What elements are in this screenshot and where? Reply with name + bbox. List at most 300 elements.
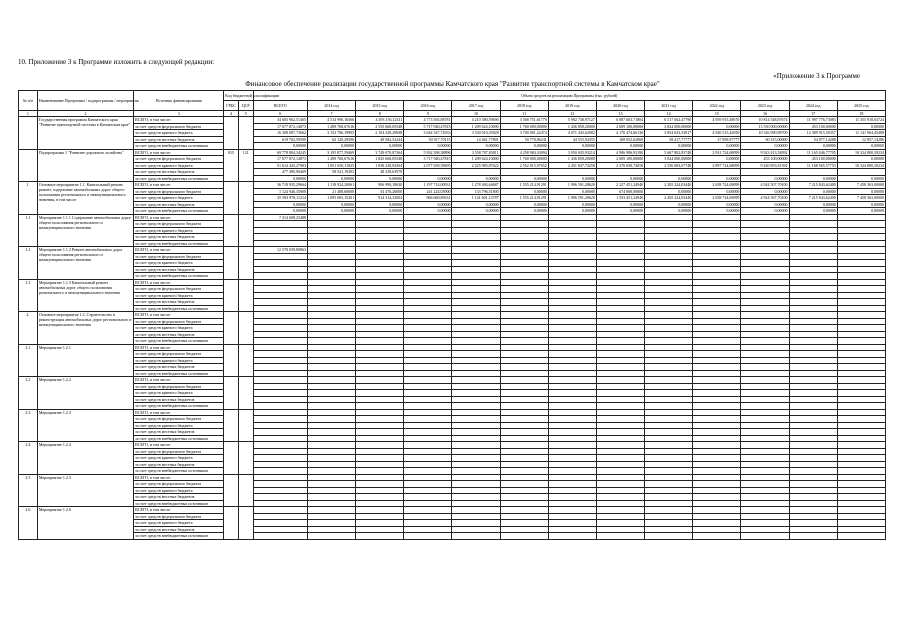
year-amount: 0,00000 [404, 208, 452, 215]
header-name: Наименование Программы / подпрограммы / мероприятия [37, 91, 133, 111]
year-amount: 0,00000 [452, 143, 500, 150]
year-amount: 906 990,18630 [356, 182, 404, 189]
year-amount: 5 717 940,47815 [404, 123, 452, 130]
grbs-code [224, 182, 239, 215]
header-year: 2014 год [307, 101, 355, 111]
csr-code [238, 377, 253, 410]
total-amount: 34 605 962,51465 [253, 117, 307, 124]
funding-source: за счет средств местных бюджетов [134, 494, 224, 501]
year-amount: 60 415,00000 [741, 136, 789, 143]
grbs-code: 815 [224, 149, 239, 182]
year-amount: 7 215 843,62400 [789, 182, 837, 189]
year-amount: 4 493 156,12311 [356, 117, 404, 124]
header-year: 2024 год [789, 101, 837, 111]
csr-code [238, 279, 253, 312]
year-amount: 0,00000 [548, 143, 596, 150]
column-index: 18 [837, 111, 885, 117]
year-amount [789, 533, 837, 540]
year-amount: 11 168 565,57753 [789, 162, 837, 169]
column-index: 6 [253, 111, 307, 117]
total-amount: 69 778 804,34245 [253, 149, 307, 156]
row-number: 1.3 [19, 279, 38, 312]
year-amount: 9 923 413,54992 [741, 149, 789, 156]
year-amount: 1 555 214,91291 [500, 182, 548, 189]
funding-source: за счет средств внебюджетных источников [134, 208, 224, 215]
header-year: 2022 год [693, 101, 741, 111]
column-index: 12 [548, 111, 596, 117]
year-amount: 0,00000 [789, 208, 837, 215]
total-amount: 477 490,90469 [253, 169, 307, 176]
year-amount: 1 278 484,64687 [452, 182, 500, 189]
year-amount: 11 165 046,77705 [789, 149, 837, 156]
csr-code [238, 409, 253, 442]
funding-source: за счет средств внебюджетных источников [134, 468, 224, 475]
year-amount: 0,00000 [789, 201, 837, 208]
year-amount: 0,00000 [404, 175, 452, 182]
year-amount: 0,00000 [307, 208, 355, 215]
column-index: 14 [645, 111, 693, 117]
year-amount: 1 838 238,94364 [356, 162, 404, 169]
funding-source: за счет средств местных бюджетов [134, 429, 224, 436]
year-amount: 10 324 800,39234 [837, 149, 885, 156]
csr-code: 121 [238, 149, 253, 182]
year-amount [404, 533, 452, 540]
row-number: 2.6 [19, 507, 38, 540]
year-amount: 0,00000 [645, 208, 693, 215]
funding-source: за счет средств внебюджетных источников [134, 273, 224, 280]
grbs-code [224, 214, 239, 247]
year-amount: 2 225 985,87622 [452, 162, 500, 169]
year-amount: 0,00000 [741, 175, 789, 182]
funding-source: за счет средств местных бюджетов [134, 136, 224, 143]
program-name: Государственная программа Камчатского края "Развитие транспортной системы в Камчатском крае" [37, 117, 133, 150]
year-amount: 0,00000 [837, 201, 885, 208]
year-amount: 0,00000 [789, 188, 837, 195]
funding-source: за счет средств федерального бюджета [134, 448, 224, 455]
year-amount: 3 644 547,72653 [404, 130, 452, 137]
year-amount [596, 533, 644, 540]
year-amount: 0,00000 [789, 143, 837, 150]
year-amount: 4 924 507,70100 [741, 195, 789, 202]
row-number: 1.1 [19, 214, 38, 247]
year-amount: 0,00000 [404, 143, 452, 150]
total-amount: 51 614 443,27903 [253, 162, 307, 169]
year-amount: 2 609 100,00000 [596, 123, 644, 130]
year-amount: 3 824 000,00000 [645, 156, 693, 163]
header-year: 2019 год [548, 101, 596, 111]
row-number [19, 117, 38, 150]
column-index: 10 [452, 111, 500, 117]
year-amount: 0,00000 [596, 175, 644, 182]
year-amount: 10 324 800,39234 [837, 162, 885, 169]
funding-source: за счет средств местных бюджетов [134, 201, 224, 208]
year-amount: 3 717 940,47815 [404, 156, 452, 163]
funding-source: за счет средств местных бюджетов [134, 299, 224, 306]
funding-source: за счет средств краевого бюджета [134, 487, 224, 494]
header-year: 2018 год [500, 101, 548, 111]
year-amount: 0,00000 [645, 175, 693, 182]
year-amount: 2 077 639,39695 [404, 162, 452, 169]
funding-source: за счет средств федерального бюджета [134, 156, 224, 163]
column-index: 16 [741, 111, 789, 117]
funding-source: ВСЕГО, в том числе: [134, 507, 224, 514]
program-name: Мероприятие 1.1.1 Содержание автомобильных дорог общего пользования регионального и межмуниципального значения [37, 214, 133, 247]
year-amount: 50 770,86241 [500, 136, 548, 143]
year-amount: 4 924 507,70100 [741, 182, 789, 189]
year-amount: 3 558 707,83011 [452, 149, 500, 156]
column-index: 13 [596, 111, 644, 117]
year-amount: 4 986 986,93190 [596, 149, 644, 156]
year-amount: 0,00000 [596, 208, 644, 215]
year-amount: 0,00000 [693, 201, 741, 208]
csr-code [238, 507, 253, 540]
csr-code [238, 474, 253, 507]
funding-source: ВСЕГО, в том числе: [134, 474, 224, 481]
year-amount: 3 530 910,35828 [452, 130, 500, 137]
year-amount: 3 854 643,33817 [645, 130, 693, 137]
year-amount: 21 468,60000 [307, 188, 355, 195]
funding-source: за счет средств федерального бюджета [134, 221, 224, 228]
funding-source: за счет средств местных бюджетов [134, 234, 224, 241]
csr-code [238, 117, 253, 150]
year-amount: 0,00000 [307, 143, 355, 150]
year-amount: 0,00000 [789, 175, 837, 182]
funding-source: за счет средств внебюджетных источников [134, 533, 224, 540]
funding-source: за счет средств краевого бюджета [134, 422, 224, 429]
header-budget-code: Код бюджетной классификации [224, 91, 253, 101]
year-amount: 0,00000 [500, 208, 548, 215]
year-amount: 2 658 724,69099 [693, 195, 741, 202]
program-name: Мероприятие 1.1.3 Капитальный ремонт автомобильных дорог общего пользования регионального и межмуниципального значения [37, 279, 133, 312]
funding-source: за счет средств федерального бюджета [134, 318, 224, 325]
year-amount: 58 541,19202 [307, 169, 355, 176]
year-amount: 0,00000 [837, 156, 885, 163]
year-amount: 0,00000 [741, 208, 789, 215]
total-amount: 0,00000 [253, 143, 307, 150]
year-amount: 0,00000 [837, 188, 885, 195]
year-amount: 0,00000 [645, 188, 693, 195]
year-amount [548, 533, 596, 540]
year-amount: 7 458 363,00000 [837, 182, 885, 189]
grbs-code [224, 442, 239, 475]
funding-source: ВСЕГО, в том числе: [134, 117, 224, 124]
annex-label: «Приложение 3 к Программе [773, 72, 860, 80]
funding-source: за счет средств внебюджетных источников [134, 403, 224, 410]
year-amount: 241 224,03900 [404, 188, 452, 195]
header-grbs: ГРБС [224, 101, 239, 111]
year-amount: 0,00000 [548, 201, 596, 208]
grbs-code [224, 344, 239, 377]
year-amount: 0,00000 [500, 201, 548, 208]
year-amount: 54 476,26000 [356, 188, 404, 195]
year-amount: 966 669,85631 [404, 195, 452, 202]
year-amount: 0,00000 [837, 175, 885, 182]
year-amount: 0,00000 [452, 201, 500, 208]
year-amount: 5 667 802,83748 [645, 149, 693, 156]
funding-source: за счет средств краевого бюджета [134, 325, 224, 332]
table-wrapper [18, 90, 886, 630]
year-amount: 1 555 214,91291 [500, 195, 548, 202]
year-amount: 0,00000 [307, 175, 355, 182]
column-index: 8 [356, 111, 404, 117]
year-amount: 2 897 724,68099 [693, 162, 741, 169]
grbs-code [224, 474, 239, 507]
grbs-code [224, 312, 239, 345]
year-amount: 54 877,14288 [789, 136, 837, 143]
funding-source: за счет средств внебюджетных источников [134, 143, 224, 150]
year-amount [741, 533, 789, 540]
funding-source: за счет средств краевого бюджета [134, 455, 224, 462]
year-amount: 1 760 000,00000 [500, 123, 548, 130]
program-name: Мероприятие 1.1.2 Ремонт автомобильных дорог общего пользования регионального и межмуниципального значения [37, 247, 133, 280]
year-amount: 2 556 083,67748 [645, 162, 693, 169]
year-amount: 0,00000 [548, 188, 596, 195]
year-amount: 1 289 768,67616 [307, 123, 355, 130]
funding-source: ВСЕГО, в том числе: [134, 214, 224, 221]
column-index: 17 [789, 111, 837, 117]
funding-source: за счет средств краевого бюджета [134, 357, 224, 364]
grbs-code [224, 377, 239, 410]
year-amount: 1 436 858,20000 [548, 156, 596, 163]
year-amount: 62 120,29506 [307, 136, 355, 143]
total-amount: 619 702,59590 [253, 136, 307, 143]
funding-source: ВСЕГО, в том числе: [134, 377, 224, 384]
funding-source: за счет средств внебюджетных источников [134, 338, 224, 345]
year-amount: 50 917,70115 [404, 136, 452, 143]
year-amount: 0,00000 [452, 175, 500, 182]
year-amount: 4 071 443,62082 [548, 130, 596, 137]
year-amount: 0,00000 [500, 188, 548, 195]
year-amount: 9 420 853,81392 [741, 162, 789, 169]
funding-source: за счет средств внебюджетных источников [134, 370, 224, 377]
year-amount: 11 997 776,73083 [789, 117, 837, 124]
year-amount: 0,00000 [837, 123, 885, 130]
table-body [19, 117, 886, 540]
header-no: № п/п [19, 91, 38, 111]
row-number: 2.1 [19, 344, 38, 377]
year-amount: 12 389 915,50357 [789, 130, 837, 137]
year-amount: 1 996 591,28620 [548, 182, 596, 189]
funding-source: ВСЕГО, в том числе: [134, 279, 224, 286]
total-amount: 7 314 608,23488 [253, 214, 307, 221]
year-amount: 0,00000 [693, 156, 741, 163]
row-number [19, 149, 38, 182]
year-amount: 2 451 847,74258 [548, 162, 596, 169]
funding-source: за счет средств краевого бюджета [134, 162, 224, 169]
year-amount: 44 553,94355 [548, 136, 596, 143]
funding-source: за счет средств федерального бюджета [134, 481, 224, 488]
year-amount: 10 814 548,87674 [741, 117, 789, 124]
total-amount [253, 533, 307, 540]
csr-code [238, 214, 253, 247]
year-amount: 0,00000 [693, 208, 741, 215]
year-amount: 0,00000 [693, 123, 741, 130]
total-amount: 16 308 087,73662 [253, 130, 307, 137]
total-amount: 35 593 978,11214 [253, 195, 307, 202]
year-amount: 4 773 565,88781 [404, 117, 452, 124]
year-amount: 6 087 603,71804 [596, 117, 644, 124]
program-name: Основное мероприятие 1.1. Капитальный ремонт, ремонт, содержание автомобильных дорог общего пользования регионального и межмуниципального значения, в том числе: [37, 182, 133, 215]
funding-source: ВСЕГО, в том числе: [134, 409, 224, 416]
year-amount: 1 095 065,15201 [307, 195, 355, 202]
funding-source: за счет средств краевого бюджета [134, 130, 224, 137]
total-amount: 17 677 872,14873 [253, 123, 307, 130]
funding-source: за счет средств местных бюджетов [134, 169, 224, 176]
total-amount: 12 578 039,80863 [253, 247, 307, 254]
program-name: Мероприятие 1.2.5 [37, 474, 133, 507]
funding-source: ВСЕГО, в том числе: [134, 182, 224, 189]
year-amount [307, 533, 355, 540]
year-amount: 1 825 668,05548 [356, 156, 404, 163]
funding-source: за счет средств федерального бюджета [134, 416, 224, 423]
year-amount: 108 052,62860 [596, 136, 644, 143]
program-name: Мероприятие 1.2.1 [37, 344, 133, 377]
year-amount: 3 195 877,59469 [307, 149, 355, 156]
year-amount: 0,00000 [548, 175, 596, 182]
program-name: Мероприятие 1.2.3 [37, 409, 133, 442]
document-title: Финансовое обеспечение реализации государственной программы Камчатского края "Развитие транспортной системы в Камчатском крае" [245, 80, 660, 88]
year-amount: 2 104 228,29698 [356, 130, 404, 137]
year-amount: 0,00000 [645, 201, 693, 208]
header-year: 2025 год [837, 101, 885, 111]
row-number: 2.2 [19, 377, 38, 410]
year-amount: 0,00000 [404, 201, 452, 208]
header-csr: ЦСР [238, 101, 253, 111]
column-index: 3 [134, 111, 224, 117]
year-amount: 0,00000 [356, 175, 404, 182]
funding-source: ВСЕГО, в том числе: [134, 344, 224, 351]
funding-source: за счет средств внебюджетных источников [134, 500, 224, 507]
grbs-code [224, 247, 239, 280]
year-amount: 0,00000 [741, 143, 789, 150]
program-name: Подпрограмма 1 "Развитие дорожного хозяйства" [37, 149, 133, 182]
year-amount: 133 796,51800 [452, 188, 500, 195]
year-amount: 7 458 363,00000 [837, 195, 885, 202]
total-amount: 36 718 935,29664 [253, 182, 307, 189]
year-amount [500, 533, 548, 540]
total-amount: 17 677 872,14873 [253, 156, 307, 163]
year-amount: 0,00000 [645, 143, 693, 150]
header-year: 2021 год [645, 101, 693, 111]
program-name: Мероприятие 1.2.2 [37, 377, 133, 410]
funding-source: за счет средств федерального бюджета [134, 123, 224, 130]
year-amount [645, 533, 693, 540]
year-amount: 48 238,63978 [356, 169, 404, 176]
year-amount: 1 851 650,11825 [307, 162, 355, 169]
funding-source: за счет средств местных бюджетов [134, 331, 224, 338]
year-amount: 0,00000 [596, 143, 644, 150]
year-amount: 12 857,14286 [837, 136, 885, 143]
year-amount: 2 205 224,03440 [645, 182, 693, 189]
year-amount: 49 582,52244 [356, 136, 404, 143]
row-number: 2.4 [19, 442, 38, 475]
amendment-note: 10. Приложение 3 к Программе изложить в следующей редакции: [18, 58, 215, 66]
grbs-code [224, 409, 239, 442]
year-amount: 1 209 624,10000 [452, 156, 500, 163]
year-amount: 1 760 000,00000 [500, 156, 548, 163]
year-amount: 13 530 000,00000 [741, 123, 789, 130]
funding-source: ВСЕГО, в том числе: [134, 247, 224, 254]
funding-source: ВСЕГО, в том числе: [134, 442, 224, 449]
year-amount: 5 932 398,38896 [404, 149, 452, 156]
year-amount: 0,00000 [693, 143, 741, 150]
year-amount: 37 858,97777 [693, 136, 741, 143]
header-total: ВСЕГО [253, 101, 307, 111]
year-amount: 0,00000 [596, 201, 644, 208]
column-index: 7 [307, 111, 355, 117]
funding-source: за счет средств местных бюджетов [134, 461, 224, 468]
csr-code [238, 344, 253, 377]
year-amount: 3 749 070,87364 [356, 149, 404, 156]
column-index: 9 [404, 111, 452, 117]
funding-source: за счет средств федерального бюджета [134, 383, 224, 390]
funding-source: за счет средств внебюджетных источников [134, 240, 224, 247]
column-index: 5 [238, 111, 253, 117]
funding-source: за счет средств краевого бюджета [134, 260, 224, 267]
program-name: Мероприятие 1.2.6 [37, 507, 133, 540]
year-amount: 0,00000 [548, 208, 596, 215]
year-amount: 6 517 062,47790 [645, 117, 693, 124]
year-amount: 4 514 996,16366 [307, 117, 355, 124]
year-amount: 0,00000 [500, 175, 548, 182]
year-amount: 3 700 001,22474 [500, 130, 548, 137]
total-amount: 0,00000 [253, 175, 307, 182]
grbs-code [224, 507, 239, 540]
csr-code [238, 247, 253, 280]
year-amount: 1 141 601,13787 [452, 195, 500, 202]
funding-source: за счет средств федерального бюджета [134, 513, 224, 520]
year-amount [837, 533, 885, 540]
funding-source: за счет средств внебюджетных источников [134, 435, 224, 442]
year-amount: 4 170 474,66130 [596, 130, 644, 137]
year-amount: 3 824 000,00000 [645, 123, 693, 130]
row-number: 1. [19, 182, 38, 215]
year-amount: 453 100,00000 [789, 156, 837, 163]
year-amount: 2 555 668,05548 [356, 123, 404, 130]
year-amount: 2 658 724,69099 [693, 182, 741, 189]
year-amount: 0,00000 [500, 143, 548, 150]
column-index: 4 [224, 111, 239, 117]
funding-source: за счет средств краевого бюджета [134, 292, 224, 299]
funding-source: за счет средств местных бюджетов [134, 526, 224, 533]
header-year: 2015 год [356, 101, 404, 111]
year-amount: 2 609 100,00000 [596, 156, 644, 163]
header-year: 2017 год [452, 101, 500, 111]
year-amount: 2 931 724,68099 [693, 149, 741, 156]
header-year: 2020 год [596, 101, 644, 111]
year-amount: 453 100,00000 [789, 123, 837, 130]
year-amount: 0,00000 [356, 208, 404, 215]
year-amount: 0,00000 [837, 143, 885, 150]
csr-code [238, 312, 253, 345]
year-amount: 1 289 768,67616 [307, 156, 355, 163]
csr-code [238, 182, 253, 215]
year-amount: 674 000,00000 [596, 188, 644, 195]
year-amount: 1 996 591,28620 [548, 195, 596, 202]
year-amount: 58 417,77777 [645, 136, 693, 143]
year-amount: 0,00000 [693, 175, 741, 182]
year-amount: 14 461,77801 [452, 136, 500, 143]
row-number: 1.2 [19, 247, 38, 280]
year-amount: 0,00000 [741, 188, 789, 195]
year-amount [693, 533, 741, 540]
funding-source: за счет средств федерального бюджета [134, 188, 224, 195]
year-amount: 11 355 918,63724 [837, 117, 885, 124]
year-amount: 0,00000 [307, 201, 355, 208]
table-row [19, 533, 886, 540]
year-amount: 1 436 858,20000 [548, 123, 596, 130]
funding-source: за счет средств внебюджетных источников [134, 175, 224, 182]
